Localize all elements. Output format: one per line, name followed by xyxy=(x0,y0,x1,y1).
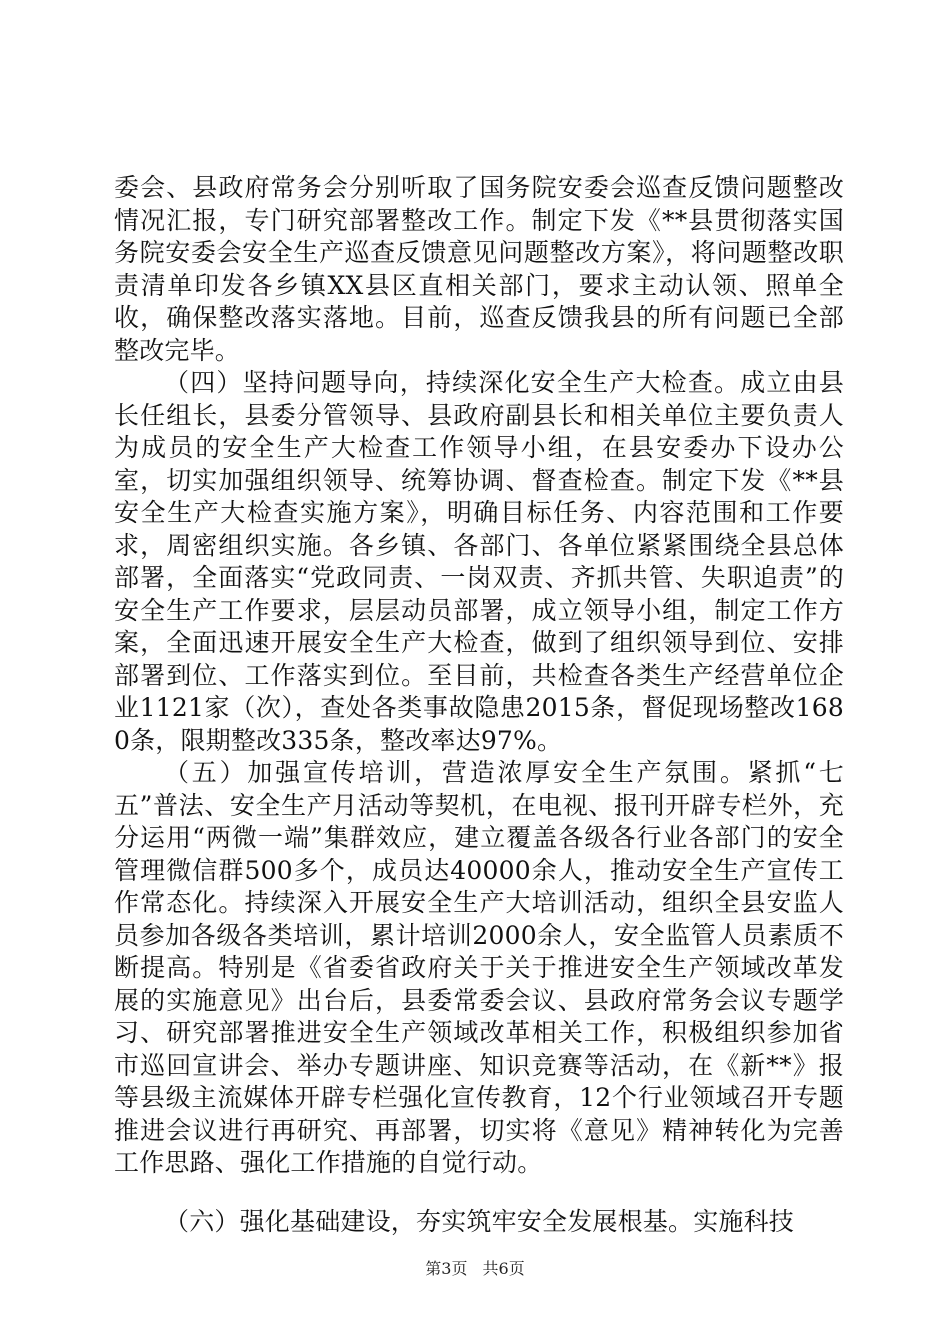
paragraph-continued: 委会、县政府常务会分别听取了国务院安委会巡查反馈问题整改情况汇报，专门研究部署整改工作。制定下发《**县贯彻落实国务院安委会安全生产巡查反馈意见问题整改方案》，将问题整改职责清单印发各乡镇XX县区直相关部门，要求主动认领、照单全收，确保整改落实落地。目前，巡查反馈我县的所有问题已全部整改完毕。 xyxy=(114,173,844,365)
document-body xyxy=(114,172,844,1238)
page-footer xyxy=(0,1256,950,1279)
paragraph-section-5: （五）加强宣传培训，营造浓厚安全生产氛围。紧抓“七五”普法、安全生产月活动等契机，在电视、报刊开辟专栏外，充分运用“两微一端”集群效应，建立覆盖各级各行业各部门的安全管理微信群500多个，成员达40000余人，推动安全生产宣传工作常态化。持续深入开展安全生产大培训活动，组织全县安监人员参加各级各类培训，累计培训2000余人，安全监管人员素质不断提高。特别是《省委省政府关于关于推进安全生产领域改革发展的实施意见》出台后，县委常委会议、县政府常务会议专题学习、研究部署推进安全生产领域改革相关工作，积极组织参加省市巡回宣讲会、举办专题讲座、知识竞赛等活动，在《新**》报等县级主流媒体开辟专栏强化宣传教育，12个行业领域召开专题推进会议进行再研究、再部署，切实将《意见》精神转化为完善工作思路、强化工作措施的自觉行动。 xyxy=(114,758,844,1177)
paragraph-section-6: （六）强化基础建设，夯实筑牢安全发展根基。实施科技 xyxy=(164,1206,795,1236)
page-number: 第3页 xyxy=(425,1259,468,1278)
paragraph-section-4: （四）坚持问题导向，持续深化安全生产大检查。成立由县长任组长，县委分管领导、县政府副县长和相关单位主要负责人为成员的安全生产大检查工作领导小组，在县安委办下设办公室，切实加强组织领导、统筹协调、督查检查。制定下发《**县安全生产大检查实施方案》，明确目标任务、内容范围和工作要求，周密组织实施。各乡镇、各部门、各单位紧紧围绕全县总体部署，全面落实“党政同责、一岗双责、齐抓共管、失职追责”的安全生产工作要求，层层动员部署，成立领导小组，制定工作方案，全面迅速开展安全生产大检查，做到了组织领导到位、安排部署到位、工作落实到位。至目前，共检查各类生产经营单位企业1121家（次），查处各类事故隐患2015条，督促现场整改1680条，限期整改335条，整改率达97%。 xyxy=(114,368,844,755)
page-total: 共6页 xyxy=(482,1259,525,1278)
